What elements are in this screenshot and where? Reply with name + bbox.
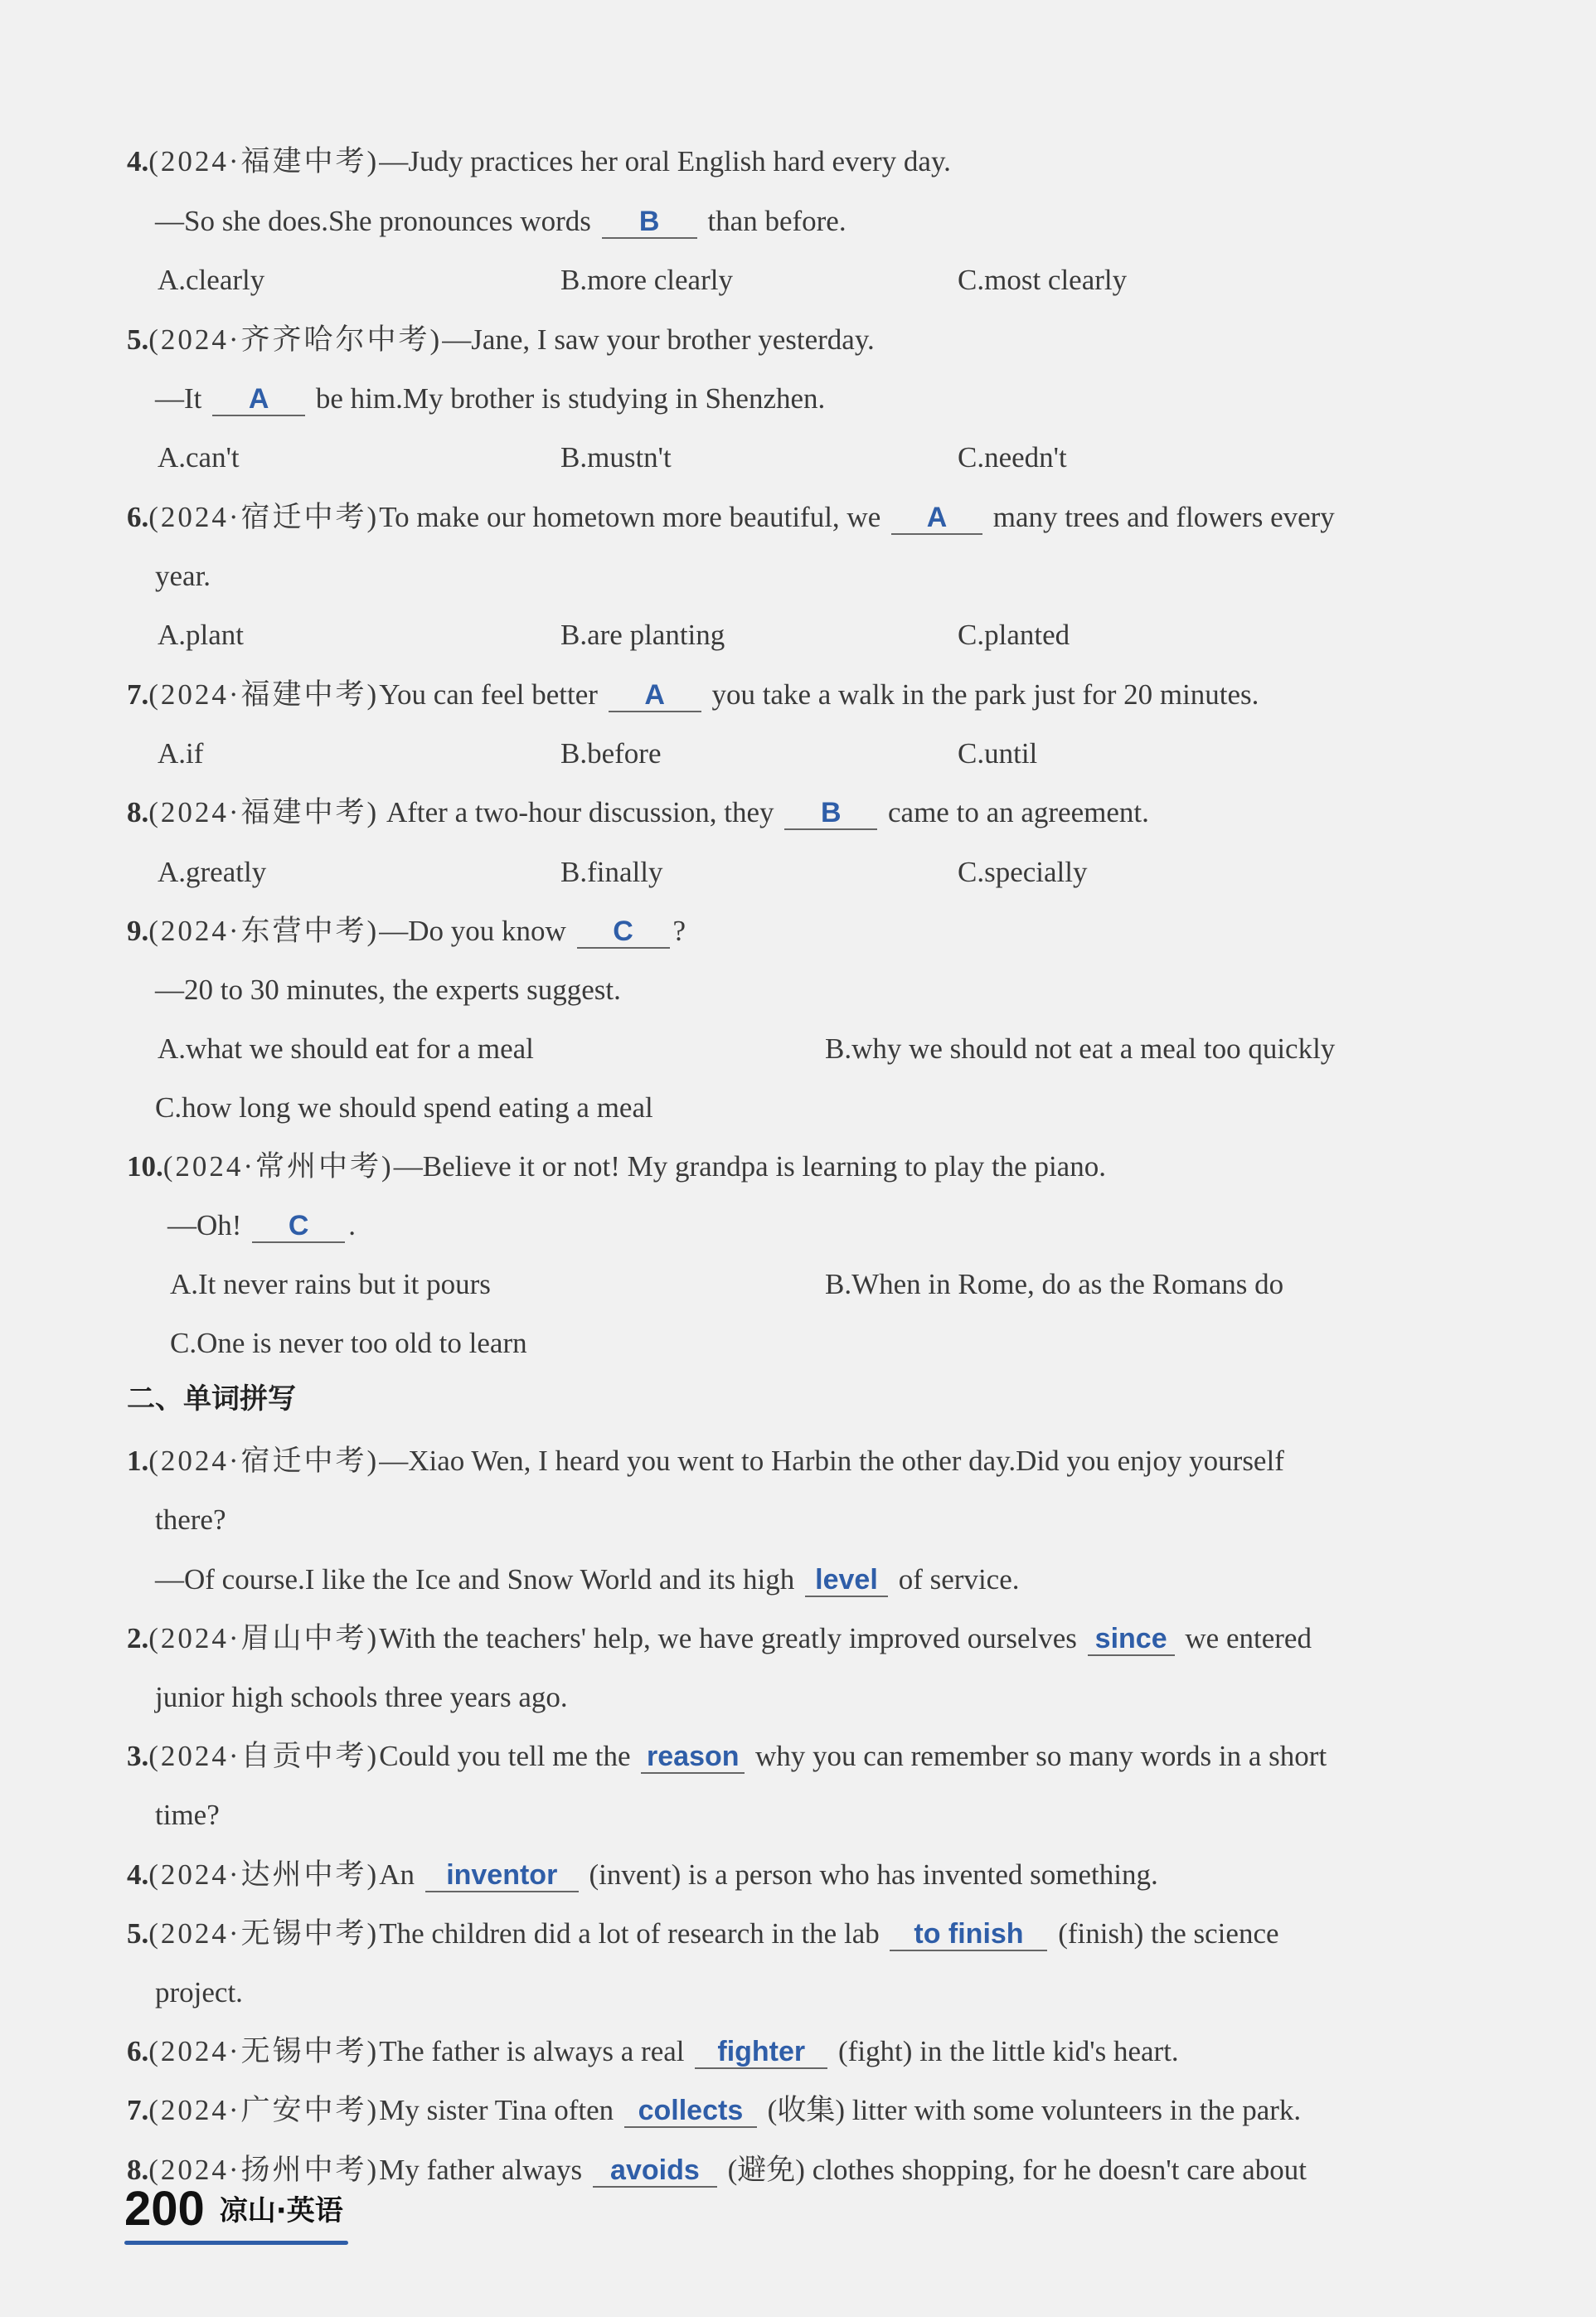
q10-stem <box>0 1146 1596 1188</box>
question-text: —Of course.I like the Ice and Snow World and its high <box>155 1563 795 1596</box>
question-source: (2024·宿迁中考) <box>148 1445 380 1477</box>
question-text: (收集) litter with some volunteers in the park. <box>767 2094 1302 2126</box>
option-a: A.can't <box>158 441 240 474</box>
q9-line2 <box>0 969 1596 1011</box>
q8-stem <box>0 792 1596 833</box>
question-source: (2024·扬州中考) <box>148 2154 380 2186</box>
question-number: 7. <box>127 2094 149 2126</box>
question-text: many trees and flowers every <box>992 501 1335 533</box>
question-text: there? <box>155 1503 226 1536</box>
question-number: 4. <box>127 145 149 177</box>
question-text: An <box>379 1858 415 1891</box>
question-source: (2024·福建中考) <box>148 796 380 828</box>
answer-blank <box>891 502 982 535</box>
question-number: 9. <box>127 915 149 947</box>
question-number: 3. <box>127 1740 149 1772</box>
question-text: ? <box>672 915 686 947</box>
option-c: C.planted <box>958 619 1070 651</box>
question-number: 6. <box>127 2035 149 2067</box>
question-source: (2024·达州中考) <box>148 1858 380 1891</box>
q10-line2 <box>0 1205 1596 1246</box>
question-number: 7. <box>127 678 149 711</box>
question-source: (2024·齐齐哈尔中考) <box>148 323 443 356</box>
answer-text: avoids <box>610 2154 700 2186</box>
question-source: (2024·自贡中考) <box>148 1740 380 1772</box>
q8-options <box>0 852 1596 893</box>
question-source: (2024·无锡中考) <box>148 2035 380 2067</box>
question-number: 6. <box>127 501 149 533</box>
option-c: C.specially <box>958 856 1088 888</box>
question-text: —20 to 30 minutes, the experts suggest. <box>155 974 621 1006</box>
question-text: My father always <box>379 2154 583 2186</box>
question-text: —Believe it or not! My grandpa is learning to play the piano. <box>393 1150 1106 1183</box>
question-source: (2024·无锡中考) <box>148 1917 380 1950</box>
option-a: A.clearly <box>158 264 265 296</box>
p2-q2-stem <box>0 1618 1596 1659</box>
question-text: (invent) is a person who has invented something. <box>589 1858 1158 1891</box>
answer-blank <box>425 1859 579 1892</box>
q4-options <box>0 260 1596 301</box>
question-text: we entered <box>1185 1622 1312 1654</box>
question-text: After a two-hour discussion, they <box>386 796 774 828</box>
option-c: C.One is never too old to learn <box>170 1327 527 1359</box>
q10-options-row2 <box>0 1323 1596 1364</box>
question-text: . <box>348 1209 356 1241</box>
answer-blank <box>577 916 670 949</box>
question-number: 2. <box>127 1622 149 1654</box>
question-number: 5. <box>127 1917 149 1950</box>
question-source: (2024·广安中考) <box>148 2094 380 2126</box>
p2-q1-line3 <box>0 1559 1596 1601</box>
option-b: B.are planting <box>560 619 725 651</box>
answer-blank <box>805 1564 888 1597</box>
option-b: B.When in Rome, do as the Romans do <box>825 1268 1284 1300</box>
p2-q1-line2 <box>0 1499 1596 1541</box>
p2-q7-stem <box>0 2090 1596 2131</box>
question-text: of service. <box>898 1563 1020 1596</box>
question-text: —Jane, I saw your brother yesterday. <box>442 323 875 356</box>
question-text: project. <box>155 1976 243 2009</box>
p2-q1-stem <box>0 1440 1596 1482</box>
answer-text: reason <box>647 1741 740 1772</box>
question-text: —Do you know <box>379 915 566 947</box>
answer-text: since <box>1094 1623 1167 1654</box>
section-title <box>0 1378 1596 1420</box>
question-text: you take a walk in the park just for 20 minutes. <box>711 678 1259 711</box>
question-number: 4. <box>127 1858 149 1891</box>
answer-text: A <box>248 383 269 415</box>
answer-text: A <box>926 502 948 533</box>
q5-options <box>0 437 1596 478</box>
question-text: —Oh! <box>167 1209 242 1241</box>
answer-text: A <box>644 679 665 711</box>
answer-blank <box>1088 1623 1175 1656</box>
answer-blank <box>784 797 877 830</box>
q9-options-row1 <box>0 1028 1596 1070</box>
answer-text: to finish <box>914 1918 1024 1950</box>
q7-options <box>0 733 1596 775</box>
p2-q3-line2 <box>0 1795 1596 1836</box>
question-text: came to an agreement. <box>888 796 1149 828</box>
question-source: (2024·眉山中考) <box>148 1622 380 1654</box>
option-a: A.plant <box>158 619 245 651</box>
option-c: C.needn't <box>958 441 1067 474</box>
question-text: My sister Tina often <box>379 2094 614 2126</box>
option-a: A.if <box>158 737 204 770</box>
question-text: junior high schools three years ago. <box>155 1681 568 1713</box>
answer-blank <box>593 2154 717 2188</box>
question-text: why you can remember so many words in a short <box>755 1740 1327 1772</box>
question-text: With the teachers' help, we have greatly improved ourselves <box>379 1622 1077 1654</box>
question-text: The father is always a real <box>379 2035 685 2067</box>
q4-stem <box>0 141 1596 182</box>
answer-text: level <box>815 1564 878 1596</box>
question-text: Could you tell me the <box>379 1740 631 1772</box>
answer-blank <box>252 1210 345 1243</box>
q9-stem <box>0 911 1596 952</box>
answer-blank <box>695 2036 827 2069</box>
answer-text: B <box>638 206 660 237</box>
q7-stem <box>0 674 1596 716</box>
answer-text: fighter <box>717 2036 806 2067</box>
option-b: B.finally <box>560 856 663 888</box>
q5-stem <box>0 319 1596 361</box>
q6-options <box>0 614 1596 656</box>
question-text: (fight) in the little kid's heart. <box>838 2035 1179 2067</box>
p2-q6-stem <box>0 2031 1596 2072</box>
question-text: time? <box>155 1799 220 1831</box>
q5-line2 <box>0 378 1596 420</box>
question-number: 8. <box>127 2154 149 2186</box>
question-text: be him.My brother is studying in Shenzhen. <box>315 382 826 415</box>
option-b: B.more clearly <box>560 264 733 296</box>
question-text: To make our hometown more beautiful, we <box>379 501 881 533</box>
q4-line2 <box>0 201 1596 242</box>
question-source: (2024·福建中考) <box>148 678 380 711</box>
question-number: 1. <box>127 1445 149 1477</box>
answer-text: inventor <box>446 1859 558 1891</box>
q6-stem <box>0 497 1596 538</box>
section-heading: 二、单词拼写 <box>127 1382 296 1416</box>
answer-text: B <box>820 797 842 828</box>
question-text: The children did a lot of research in the lab <box>379 1917 880 1950</box>
answer-blank <box>212 383 305 416</box>
answer-blank <box>890 1918 1047 1951</box>
question-source: (2024·东营中考) <box>148 915 380 947</box>
answer-text: C <box>288 1210 309 1241</box>
question-source: (2024·常州中考) <box>163 1150 394 1183</box>
question-text: (避免) clothes shopping, for he doesn't care about <box>727 2154 1307 2186</box>
option-a: A.greatly <box>158 856 267 888</box>
option-a: A.It never rains but it pours <box>170 1268 491 1300</box>
question-text: (finish) the science <box>1058 1917 1279 1950</box>
question-source: (2024·宿迁中考) <box>148 501 380 533</box>
p2-q4-stem <box>0 1854 1596 1896</box>
q10-options-row1 <box>0 1264 1596 1305</box>
answer-blank <box>624 2095 757 2128</box>
option-a: A.what we should eat for a meal <box>158 1032 534 1065</box>
question-number: 8. <box>127 796 149 828</box>
question-number: 10. <box>127 1150 163 1183</box>
question-text: —It <box>155 382 202 415</box>
answer-text: collects <box>638 2095 744 2126</box>
option-b: B.mustn't <box>560 441 672 474</box>
question-text: than before. <box>707 205 847 237</box>
q6-line2 <box>0 556 1596 597</box>
option-b: B.before <box>560 737 662 770</box>
answer-blank <box>602 206 697 239</box>
question-number: 5. <box>127 323 149 356</box>
question-text: year. <box>155 560 211 592</box>
answer-blank <box>641 1741 745 1774</box>
question-text: You can feel better <box>379 678 598 711</box>
answer-blank <box>609 679 701 712</box>
question-text: —Judy practices her oral English hard every day. <box>379 145 951 177</box>
question-text: —So she does.She pronounces words <box>155 205 591 237</box>
p2-q2-line2 <box>0 1677 1596 1718</box>
question-source: (2024·福建中考) <box>148 145 380 177</box>
p2-q3-stem <box>0 1736 1596 1777</box>
page-number: 200 <box>124 2182 205 2236</box>
answer-text: C <box>613 916 633 947</box>
option-c: C.how long we should spend eating a meal <box>155 1091 653 1124</box>
option-c: C.most clearly <box>958 264 1128 296</box>
q9-options-row2 <box>0 1087 1596 1129</box>
option-c: C.until <box>958 737 1038 770</box>
footer-accent-bar <box>124 2241 348 2245</box>
p2-q5-line2 <box>0 1972 1596 2013</box>
page-footer <box>124 2181 343 2237</box>
footer-label: 凉山·英语 <box>219 2194 343 2227</box>
option-b: B.why we should not eat a meal too quickly <box>825 1032 1336 1065</box>
p2-q5-stem <box>0 1913 1596 1955</box>
question-text: —Xiao Wen, I heard you went to Harbin the other day.Did you enjoy yourself <box>379 1445 1284 1477</box>
